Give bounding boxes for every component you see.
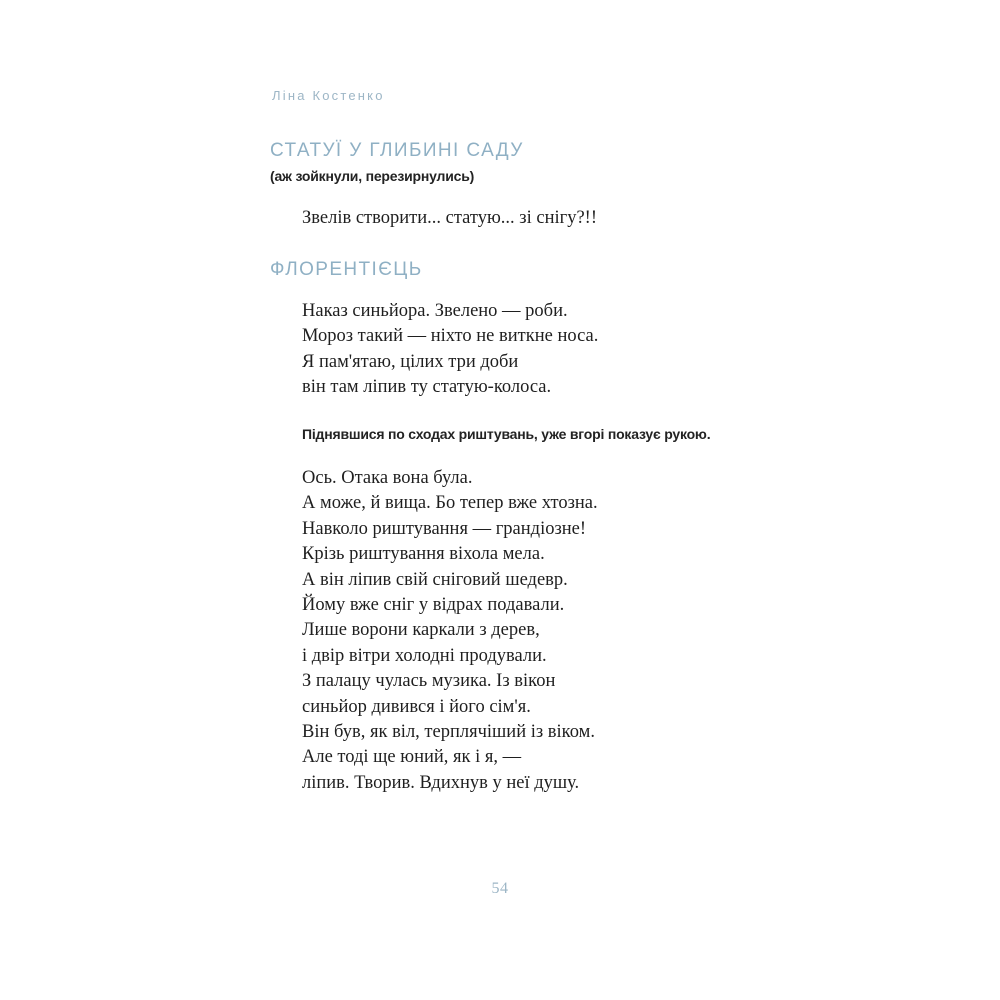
verse-line: А він ліпив свій сніговий шедевр. [302, 569, 568, 590]
stage-direction-1: (аж зойкнули, перезирнулись) [270, 168, 475, 184]
verse-line: Але тоді ще юний, як і я, — [302, 747, 522, 768]
verse-line: він там ліпив ту статую-колоса. [302, 377, 552, 398]
verse-line: ліпив. Творив. Вдихнув у неї душу. [302, 772, 580, 793]
verse-line: Крізь риштування віхола мела. [302, 544, 545, 565]
verse-line: Звелів створити... статую... зі снігу?!! [302, 208, 597, 228]
verse-line: Мороз такий — ніхто не виткне носа. [302, 326, 599, 347]
verse-line: Я пам'ятаю, цілих три доби [302, 351, 519, 372]
verse-line: А може, й вища. Бо тепер вже хтозна. [302, 493, 598, 514]
speaker-florentine: ФЛОРЕНТІЄЦЬ [270, 259, 423, 280]
verse-stanza-1 [302, 299, 598, 401]
verse-line: синьйор дивився і його сім'я. [302, 696, 531, 717]
verse-line: Наказ синьйора. Звелено — роби. [302, 301, 568, 321]
stage-direction-2: Піднявшися по сходах риштувань, уже вгорі показує рукою. [302, 426, 711, 442]
verse-line: Йому вже сніг у відрах подавали. [302, 595, 565, 616]
verse-line: Лише ворони каркали з дерев, [302, 620, 540, 641]
verse-statues [302, 206, 597, 231]
verse-line: Він був, як віл, терплячіший із віком. [302, 722, 595, 743]
speaker-statues: СТАТУЇ У ГЛИБИНІ САДУ [270, 140, 524, 161]
running-head-author: Ліна Костенко [272, 88, 385, 103]
verse-line: Навколо риштування — грандіозне! [302, 518, 587, 539]
verse-line: З палацу чулась музика. Із вікон [302, 671, 556, 692]
verse-stanza-2 [302, 466, 598, 796]
page-number: 54 [491, 880, 509, 897]
verse-line: і двір вітри холодні продували. [302, 645, 547, 666]
verse-line: Ось. Отака вона була. [302, 468, 473, 488]
